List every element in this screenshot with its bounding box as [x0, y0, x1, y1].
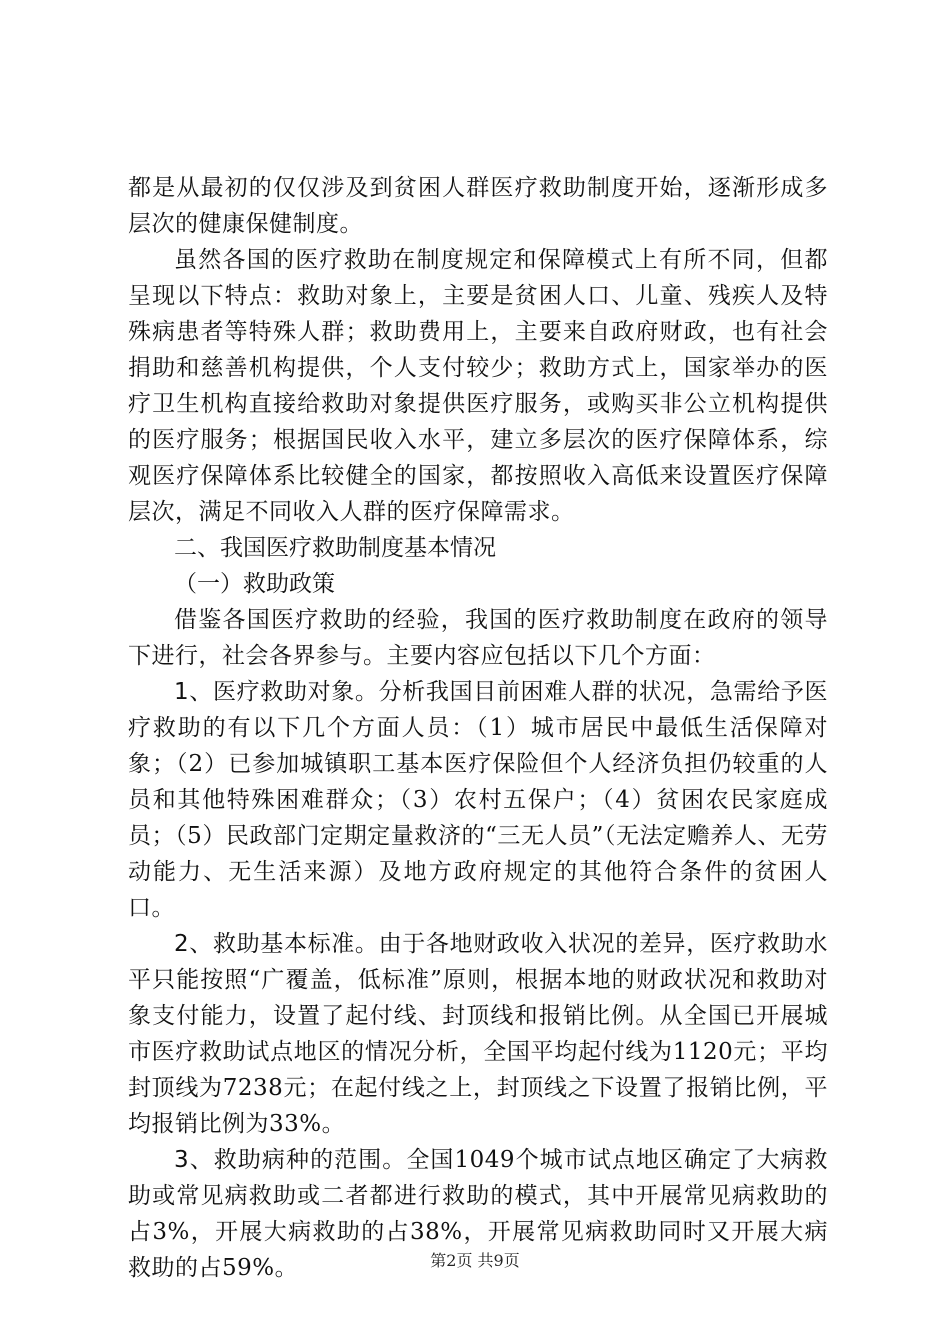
item-disease-scope-body: 全国1049个城市试点地区确定了大病救助或常见病救助或二者都进行救助的模式，其中开展常见病救助的占3%，开展大病救助的占38%，开展常见病救助同时又开展大病救助的占59%。: [128, 1147, 828, 1281]
section-heading: 二、我国医疗救助制度基本情况: [174, 535, 496, 561]
item-standards-body: 由于各地财政收入状况的差异，医疗救助水平只能按照“广覆盖，低标准”原则，根据本地的财政状况和救助对象支付能力，设置了起付线、封顶线和报销比例。从全国已开展城市医疗救助试点地区的情况分析，全国平均起付线为1120元；平均封顶线为7238元；在起付线之上，封顶线之下设置了报销比例，平均报销比例为33%。: [128, 931, 829, 1137]
item-disease-scope-lead: 3、救助病种的范围。: [174, 1147, 407, 1173]
paragraph-intro: 借鉴各国医疗救助的经验，我国的医疗救助制度在政府的领导下进行，社会各界参与。主要内容应包括以下几个方面：: [128, 607, 828, 669]
paragraph-continuation: 都是从最初的仅仅涉及到贫困人群医疗救助制度开始，逐渐形成多层次的健康保健制度。: [128, 175, 828, 237]
subsection-heading: （一）救助政策: [174, 571, 335, 597]
paragraph-characteristics: 虽然各国的医疗救助在制度规定和保障模式上有所不同，但都呈现以下特点：救助对象上，主要是贫困人口、儿童、残疾人及特殊病患者等特殊人群；救助费用上，主要来自政府财政，也有社会捐助和慈善机构提供，个人支付较少；救助方式上，国家举办的医疗卫生机构直接给救助对象提供医疗服务，或购买非公立机构提供的医疗服务；根据国民收入水平，建立多层次的医疗保障体系，综观医疗保障体系比较健全的国家，都按照收入高低来设置医疗保障层次，满足不同收入人群的医疗保障需求。: [128, 247, 828, 525]
document-body: [128, 170, 828, 1286]
item-recipients: [128, 674, 828, 926]
item-standards: [128, 926, 828, 1142]
item-recipients-body: 分析我国目前困难人群的状况，急需给予医疗救助的有以下几个方面人员：（1）城市居民中最低生活保障对象；（2）已参加城镇职工基本医疗保险但个人经济负担仍较重的人员和其他特殊困难群众；（3）农村五保户；（4）贫困农民家庭成员；（5）民政部门定期定量救济的“三无人员”（无法定赡养人、无劳动能力、无生活来源）及地方政府规定的其他符合条件的贫困人口。: [128, 679, 829, 921]
page-number-footer: 第2页 共9页: [430, 1251, 520, 1270]
item-recipients-lead: 1、医疗救助对象。: [174, 679, 379, 705]
item-standards-lead: 2、救助基本标准。: [174, 931, 379, 957]
